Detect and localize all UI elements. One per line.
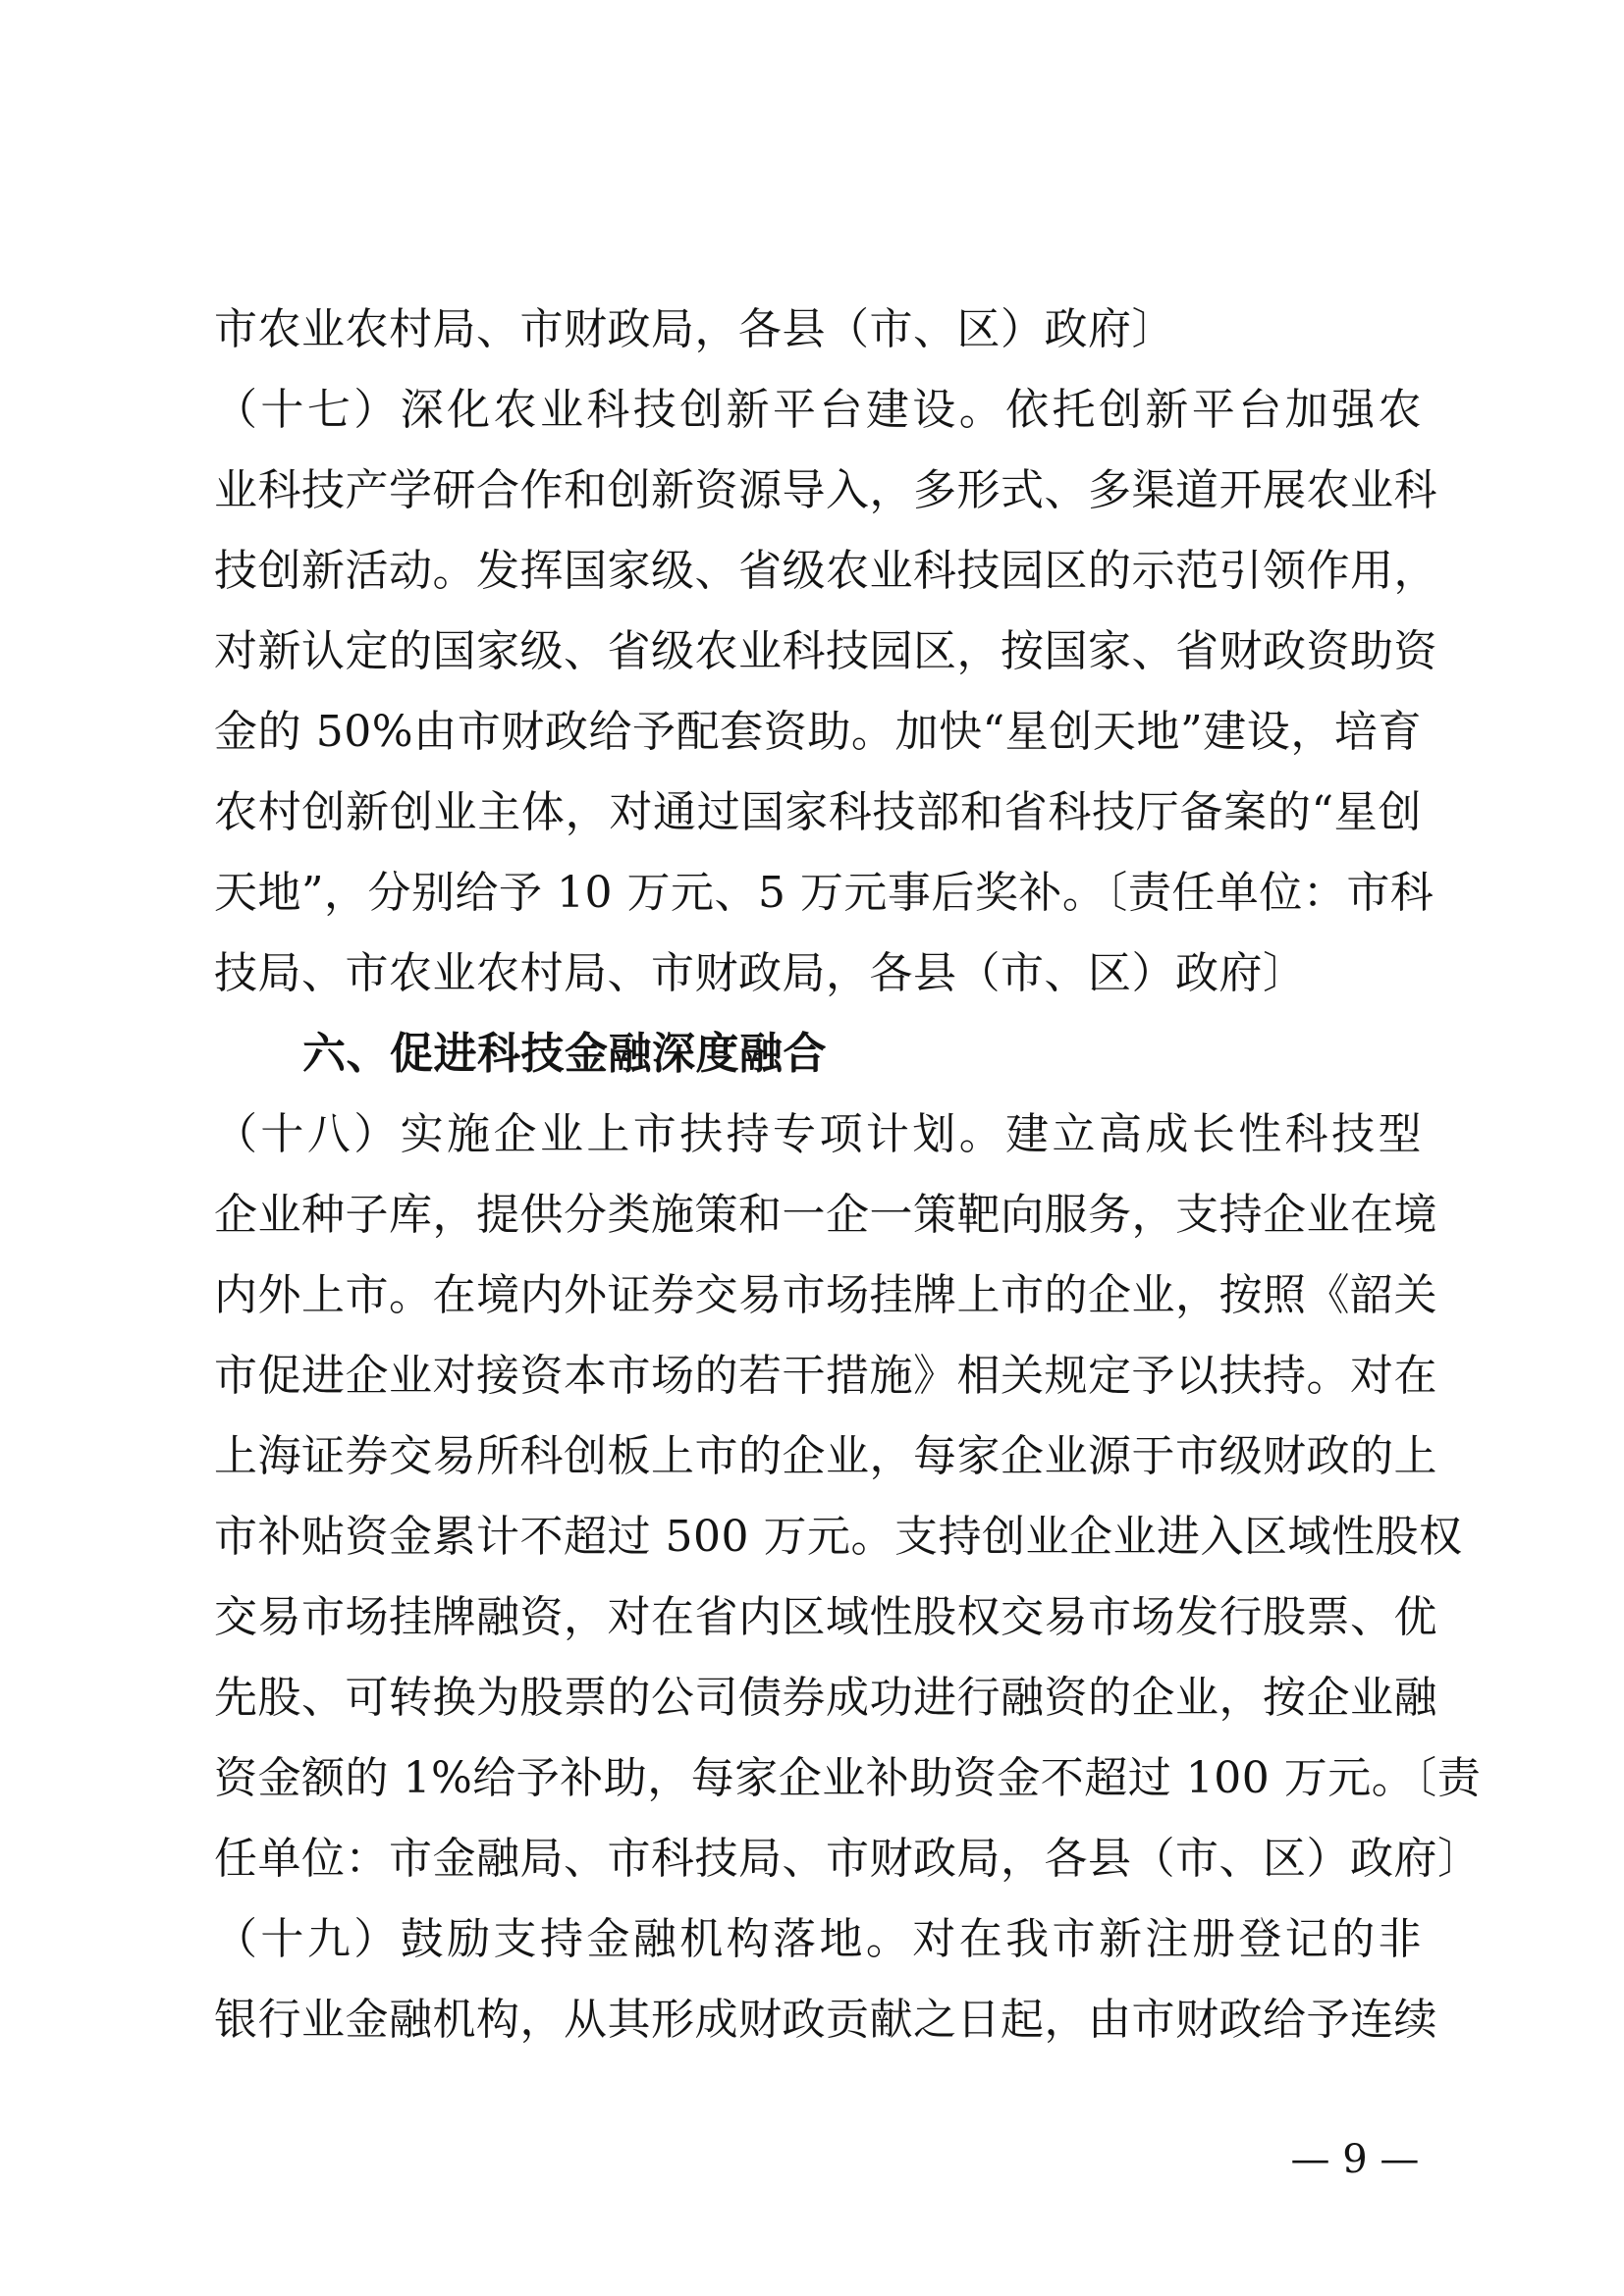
section-heading: 六、促进科技金融深度融合 <box>302 1029 827 1079</box>
paragraph-18-line-10: 任单位：市金融局、市科技局、市财政局，各县（市、区）政府〕 <box>214 1834 1482 1884</box>
paragraph-18-line-1: （十八）实施企业上市扶持专项计划。建立高成长性科技型 <box>214 1109 1422 1159</box>
page-number: — 9 — <box>1290 2137 1420 2182</box>
paragraph-18-line-8: 先股、可转换为股票的公司债券成功进行融资的企业，按企业融 <box>214 1673 1437 1723</box>
paragraph-18-line-2: 企业种子库，提供分类施策和一企一策靶向服务，支持企业在境 <box>214 1190 1437 1240</box>
paragraph-16-tail-line: 市农业农村局、市财政局，各县（市、区）政府〕 <box>214 304 1175 354</box>
paragraph-18-line-9: 资金额的 1%给予补助，每家企业补助资金不超过 100 万元。〔责 <box>214 1753 1482 1803</box>
paragraph-17-line-3: 技创新活动。发挥国家级、省级农业科技园区的示范引领作用， <box>214 546 1437 596</box>
paragraph-17-line-7: 天地”，分别给予 10 万元、5 万元事后奖补。〔责任单位：市科 <box>214 868 1435 918</box>
paragraph-18-line-3: 内外上市。在境内外证券交易市场挂牌上市的企业，按照《韶关 <box>214 1270 1437 1320</box>
paragraph-18-line-5: 上海证券交易所科创板上市的企业，每家企业源于市级财政的上 <box>214 1431 1437 1481</box>
paragraph-18-line-4: 市促进企业对接资本市场的若干措施》相关规定予以扶持。对在 <box>214 1351 1437 1401</box>
paragraph-17-line-8: 技局、市农业农村局、市财政局，各县（市、区）政府〕 <box>214 948 1307 998</box>
paragraph-19-line-2: 银行业金融机构，从其形成财政贡献之日起，由市财政给予连续 <box>214 1995 1437 2045</box>
paragraph-17-line-6: 农村创新创业主体，对通过国家科技部和省科技厅备案的“星创 <box>214 787 1422 837</box>
paragraph-17-line-5: 金的 50%由市财政给予配套资助。加快“星创天地”建设，培育 <box>214 707 1422 757</box>
paragraph-19-line-1: （十九）鼓励支持金融机构落地。对在我市新注册登记的非 <box>214 1914 1422 1964</box>
paragraph-17-line-4: 对新认定的国家级、省级农业科技园区，按国家、省财政资助资 <box>214 626 1437 676</box>
paragraph-17-line-1: （十七）深化农业科技创新平台建设。依托创新平台加强农 <box>214 385 1422 435</box>
paragraph-18-line-6: 市补贴资金累计不超过 500 万元。支持创业企业进入区域性股权 <box>214 1512 1463 1562</box>
paragraph-17-line-2: 业科技产学研合作和创新资源导入，多形式、多渠道开展农业科 <box>214 465 1437 515</box>
paragraph-18-line-7: 交易市场挂牌融资，对在省内区域性股权交易市场发行股票、优 <box>214 1592 1437 1642</box>
